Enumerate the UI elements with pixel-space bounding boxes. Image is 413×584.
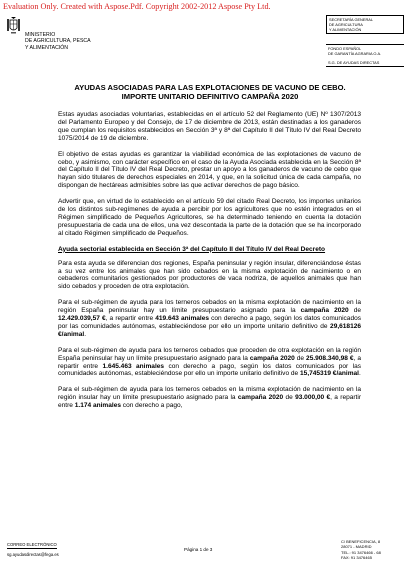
text-run: . <box>84 330 87 338</box>
page-number: Página 1 de 3 <box>184 547 213 552</box>
paragraph-notice: Advertir que, en virtud de lo establecido en el artículo 59 del citado Real Decreto, los importes unitarios de los distintos sub-regímenes de ayuda a percibir por los agricultores que no estén integrados en el Régimen simplificado de Pequeños Agricultores, se ha determinado teniendo en cuenta la dotación presupuestaria de cada una de ellos, una vez descontada la parte de la dotación que se ha incorporado al citado Régimen simplificado de Pequeños. <box>58 198 361 237</box>
coat-of-arms-icon <box>6 16 21 36</box>
text-run: con derecho a pago, según los datos comunicados por las comunidades autónomas, estableciéndose por ello un importe unitario definitivo de <box>58 315 361 330</box>
text-run: . <box>359 370 361 378</box>
section-heading: Ayuda sectorial establecida en Sección 3ª del Capítulo II del Título IV del Real Decreto <box>58 245 326 253</box>
footer-contact <box>7 542 59 558</box>
address-line: TEL.: 91 3476466 - 68 <box>341 549 381 555</box>
unit-amount: 15,745319 €/animal <box>300 370 359 378</box>
document-body <box>58 111 361 418</box>
fega-box <box>326 44 404 67</box>
campaign-year: campaña 2020 <box>237 394 284 402</box>
text-run: de <box>348 307 361 315</box>
text-run: , a repartir entre <box>58 354 361 370</box>
animal-count: 1.174 animales <box>74 402 121 410</box>
email-label: CORREO ELECTRÓNICO <box>7 542 57 547</box>
campaign-year: campaña 2020 <box>300 307 349 315</box>
secretariat-line: DE AGRICULTURA <box>329 22 363 27</box>
paragraph-intro: Estas ayudas asociadas voluntarias, establecidas en el artículo 52 del Reglamento (UE) Nº 1307/2013 del Parlamento Europeo y del Consejo, de 17 de diciembre de 2013, están destinadas a los ganaderos que cumplan los requisitos establecidos en Sección 3ª y 8ª del Capítulo II del Título IV del Real Decreto 1075/2014 de 19 de diciembre. <box>58 111 361 142</box>
secretariat-line: SECRETARÍA GENERAL <box>329 17 374 22</box>
footer-address <box>341 539 381 560</box>
fega-line: FONDO ESPAÑOL <box>328 46 362 51</box>
text-run: Para el sub-régimen de ayuda para los terneros cebados en la misma explotación de nacimiento en la región España peninsular hay un límite presupuestario asignado para la <box>58 299 361 315</box>
fega-subdirectorate: S.G. DE AYUDAS DIRECTAS <box>328 60 380 65</box>
text-run: Para el sub-régimen de ayuda para los terneros cebados en la misma explotación de nacimiento en la región insular hay un límite presupuestario asignado para la <box>58 386 361 402</box>
text-run: con derecho a pago, <box>120 402 183 410</box>
text-run: , a repartir entre <box>58 394 361 410</box>
campaign-year: campaña 2020 <box>249 354 295 362</box>
budget-amount: 12.429.039,57 € <box>58 315 106 323</box>
budget-amount: 93.000,00 € <box>295 394 331 402</box>
paragraph-peninsular-same-farm <box>58 299 361 339</box>
text-run: de <box>283 394 296 402</box>
paragraph-regions: Para esta ayuda se diferencian dos regiones, España peninsular y región insular, diferenciándose éstas a su vez entre los animales que han sido cebados en la misma explotación de nacimiento o en cebaderos comunitarios gestionados por productores de vaca nodriza, de aquellos animales que han sido cebados y proceden de otra explotación. <box>58 259 361 291</box>
ministry-line: DE AGRICULTURA, PESCA <box>25 38 91 45</box>
animal-count: 1.645.463 animales <box>102 362 165 370</box>
address-line: C/ BENEFICENCIA, 8 <box>341 539 381 544</box>
paragraph-insular-same-farm <box>58 386 361 410</box>
ministry-name <box>25 32 91 51</box>
paragraph-peninsular-other-farm <box>58 347 361 379</box>
email-address: sg.ayudasdirectas@fega.es <box>7 552 59 557</box>
address-line: 28071 - MADRID <box>341 544 372 550</box>
ministry-line: MINISTERIO <box>25 32 56 38</box>
unit-amount: 29,618126 €/animal <box>58 322 361 338</box>
document-title <box>55 83 365 101</box>
text-run: con derecho a pago, según los datos comunicados por las comunidades autónomas, estableciéndose por ello un importe unitario definitivo de <box>58 362 361 378</box>
secretariat-box <box>326 15 404 34</box>
secretariat-line: Y ALIMENTACIÓN <box>329 27 362 32</box>
title-line: AYUDAS ASOCIADAS PARA LAS EXPLOTACIONES DE VACUNO DE CEBO. <box>74 83 346 92</box>
text-run: , a repartir entre <box>105 315 156 323</box>
address-line: FAX: 91 3476465 <box>341 554 372 560</box>
text-run: de <box>294 354 307 362</box>
animal-count: 419.643 animales <box>155 315 210 323</box>
title-line: IMPORTE UNITARIO DEFINITIVO CAMPAÑA 2020 <box>121 92 299 101</box>
evaluation-watermark: Evaluation Only. Created with Aspose.Pdf. Copyright 2002-2012 Aspose Pty Ltd. <box>3 2 271 11</box>
budget-amount: 25.908.340,98 € <box>306 354 354 362</box>
paragraph-objective: El objetivo de estas ayudas es garantizar la viabilidad económica de las explotaciones de vacuno de cebo, y asimismo, con carácter específico en el caso de la Ayuda Asociada establecida en la Sección 8ª del Capítulo II del Título IV del Real Decreto, prestar un apoyo a los ganaderos de vacuno de cebo que hayan sido titulares de derechos especiales en 2014, y que, en la solicitud única de cada campaña, no dispongan de hectáreas admisibles sobre las que activar derechos de pago básico. <box>58 150 361 190</box>
ministry-line: Y ALIMENTACIÓN <box>25 44 69 51</box>
fega-line: DE GARANTÍA AGRARIA O.A. <box>328 51 382 56</box>
text-run: Para el sub-régimen de ayuda para los terneros cebados que proceden de otra explotación en la región España peninsular hay un límite presupuestario asignado para la <box>58 346 361 362</box>
